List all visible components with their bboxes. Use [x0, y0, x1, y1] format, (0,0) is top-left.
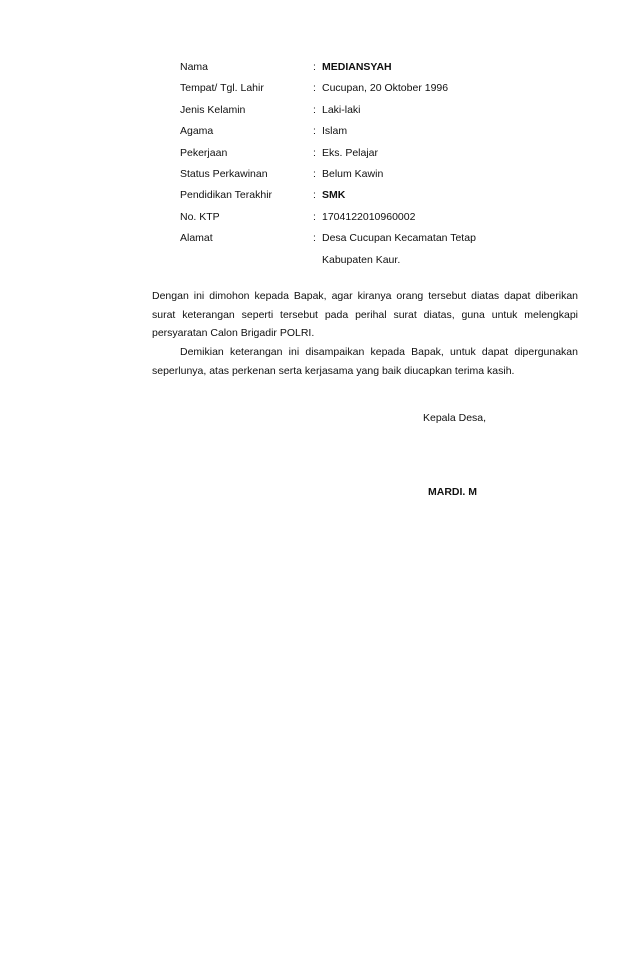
field-colon: :: [313, 82, 316, 95]
field-row-alamat: [180, 228, 510, 249]
field-value-jenis-kelamin: Laki-laki: [322, 103, 361, 116]
field-label: Status Perkawinan: [180, 167, 268, 180]
field-colon: :: [313, 146, 316, 159]
field-row-agama: [180, 121, 510, 142]
field-row-no-ktp: [180, 207, 510, 228]
field-label: Tempat/ Tgl. Lahir: [180, 82, 264, 95]
field-value-status-perkawinan: Belum Kawin: [322, 167, 384, 180]
field-row-pendidikan-terakhir: [180, 185, 510, 206]
field-label: Agama: [180, 125, 214, 138]
field-value-pendidikan-terakhir: SMK: [322, 189, 346, 202]
field-value-alamat: Desa Cucupan Kecamatan Tetap: [322, 232, 476, 245]
closing-paragraph: Demikian keterangan ini disampaikan kepada Bapak, untuk dapat dipergunakan seperlunya, atas perkenan serta kerjasama yang baik diucapkan terima kasih.: [152, 346, 578, 377]
field-row-tempat-tgl-lahir: [180, 78, 510, 99]
field-colon: :: [313, 167, 316, 180]
field-colon: :: [313, 103, 316, 116]
field-value-agama: Islam: [322, 125, 348, 138]
signature-name: MARDI. M: [428, 486, 477, 498]
field-row-nama: [180, 57, 510, 78]
field-value-alamat-continuation: Kabupaten Kaur.: [322, 253, 401, 266]
field-label: No. KTP: [180, 210, 220, 223]
request-paragraph: Dengan ini dimohon kepada Bapak, agar kiranya orang tersebut diatas dapat diberikan surat keterangan seperti tersebut pada perihal surat diatas, guna untuk melengkapi persyaratan Calon Brigadir POLRI.: [152, 290, 578, 340]
field-colon: :: [313, 210, 316, 223]
field-colon: :: [313, 125, 316, 138]
field-value-pekerjaan: Eks. Pelajar: [322, 146, 379, 159]
field-colon: :: [313, 189, 316, 202]
field-colon: :: [313, 61, 316, 73]
field-colon: :: [313, 232, 316, 245]
field-label: Jenis Kelamin: [180, 103, 246, 116]
field-value-no-ktp: 1704122010960002: [322, 210, 416, 223]
field-label: Pendidikan Terakhir: [180, 189, 273, 202]
field-row-alamat-continuation: [180, 250, 510, 271]
signature-title: Kepala Desa,: [423, 412, 487, 424]
field-label: Pekerjaan: [180, 146, 228, 159]
field-value-nama: MEDIANSYAH: [322, 61, 392, 73]
field-row-pekerjaan: [180, 143, 510, 164]
field-row-jenis-kelamin: [180, 100, 510, 121]
field-label: Alamat: [180, 232, 213, 245]
field-value-tempat-tgl-lahir: Cucupan, 20 Oktober 1996: [322, 82, 449, 95]
identity-fields: [180, 57, 510, 271]
field-label: Nama: [180, 61, 209, 73]
field-row-status-perkawinan: [180, 164, 510, 185]
